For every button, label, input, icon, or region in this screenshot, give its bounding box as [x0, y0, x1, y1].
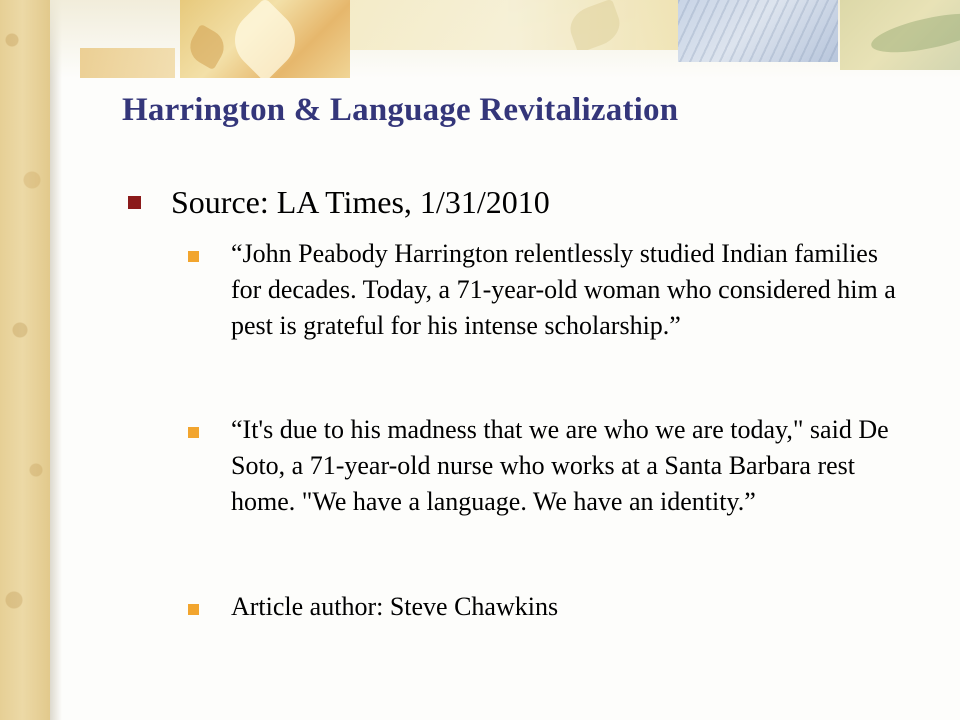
- decor-tile-green: [840, 0, 960, 70]
- square-bullet-icon: [188, 251, 199, 262]
- leaf-shape: [565, 0, 626, 50]
- sub-bullet-text: “It's due to his madness that we are who we are today," said De Soto, a 71-year-old nurse who works at a Santa Barbara rest home. "We have a language. We have an identity.”: [231, 415, 889, 516]
- left-texture-strip: [0, 0, 50, 720]
- square-bullet-icon: [188, 427, 199, 438]
- leaf-shape: [223, 0, 308, 78]
- sub-bullet-author: [188, 589, 908, 625]
- top-decorative-band: [50, 0, 960, 78]
- slide-title: Harrington & Language Revitalization: [122, 92, 679, 128]
- sub-bullet-quote-2: [188, 412, 908, 520]
- square-bullet-icon: [188, 604, 199, 615]
- bullet-source: [128, 180, 550, 224]
- sub-bullet-text: “John Peabody Harrington relentlessly studied Indian families for decades. Today, a 71-year-old woman who considered him a pest is grateful for his intense scholarship.”: [231, 239, 896, 340]
- hatch-texture: [678, 0, 838, 62]
- square-bullet-icon: [128, 196, 141, 209]
- sub-bullet-text: Article author: Steve Chawkins: [231, 592, 559, 621]
- sub-bullet-quote-1: [188, 236, 908, 344]
- decor-tile: [80, 48, 175, 78]
- bullet-text: Source: LA Times, 1/31/2010: [171, 184, 550, 220]
- leaf-shape: [184, 24, 230, 70]
- decor-tile: [350, 0, 680, 50]
- decor-tile-blue: [678, 0, 838, 62]
- decor-tile-leaves: [180, 0, 350, 78]
- leaf-shape: [868, 6, 960, 60]
- left-strip-shadow: [50, 0, 62, 720]
